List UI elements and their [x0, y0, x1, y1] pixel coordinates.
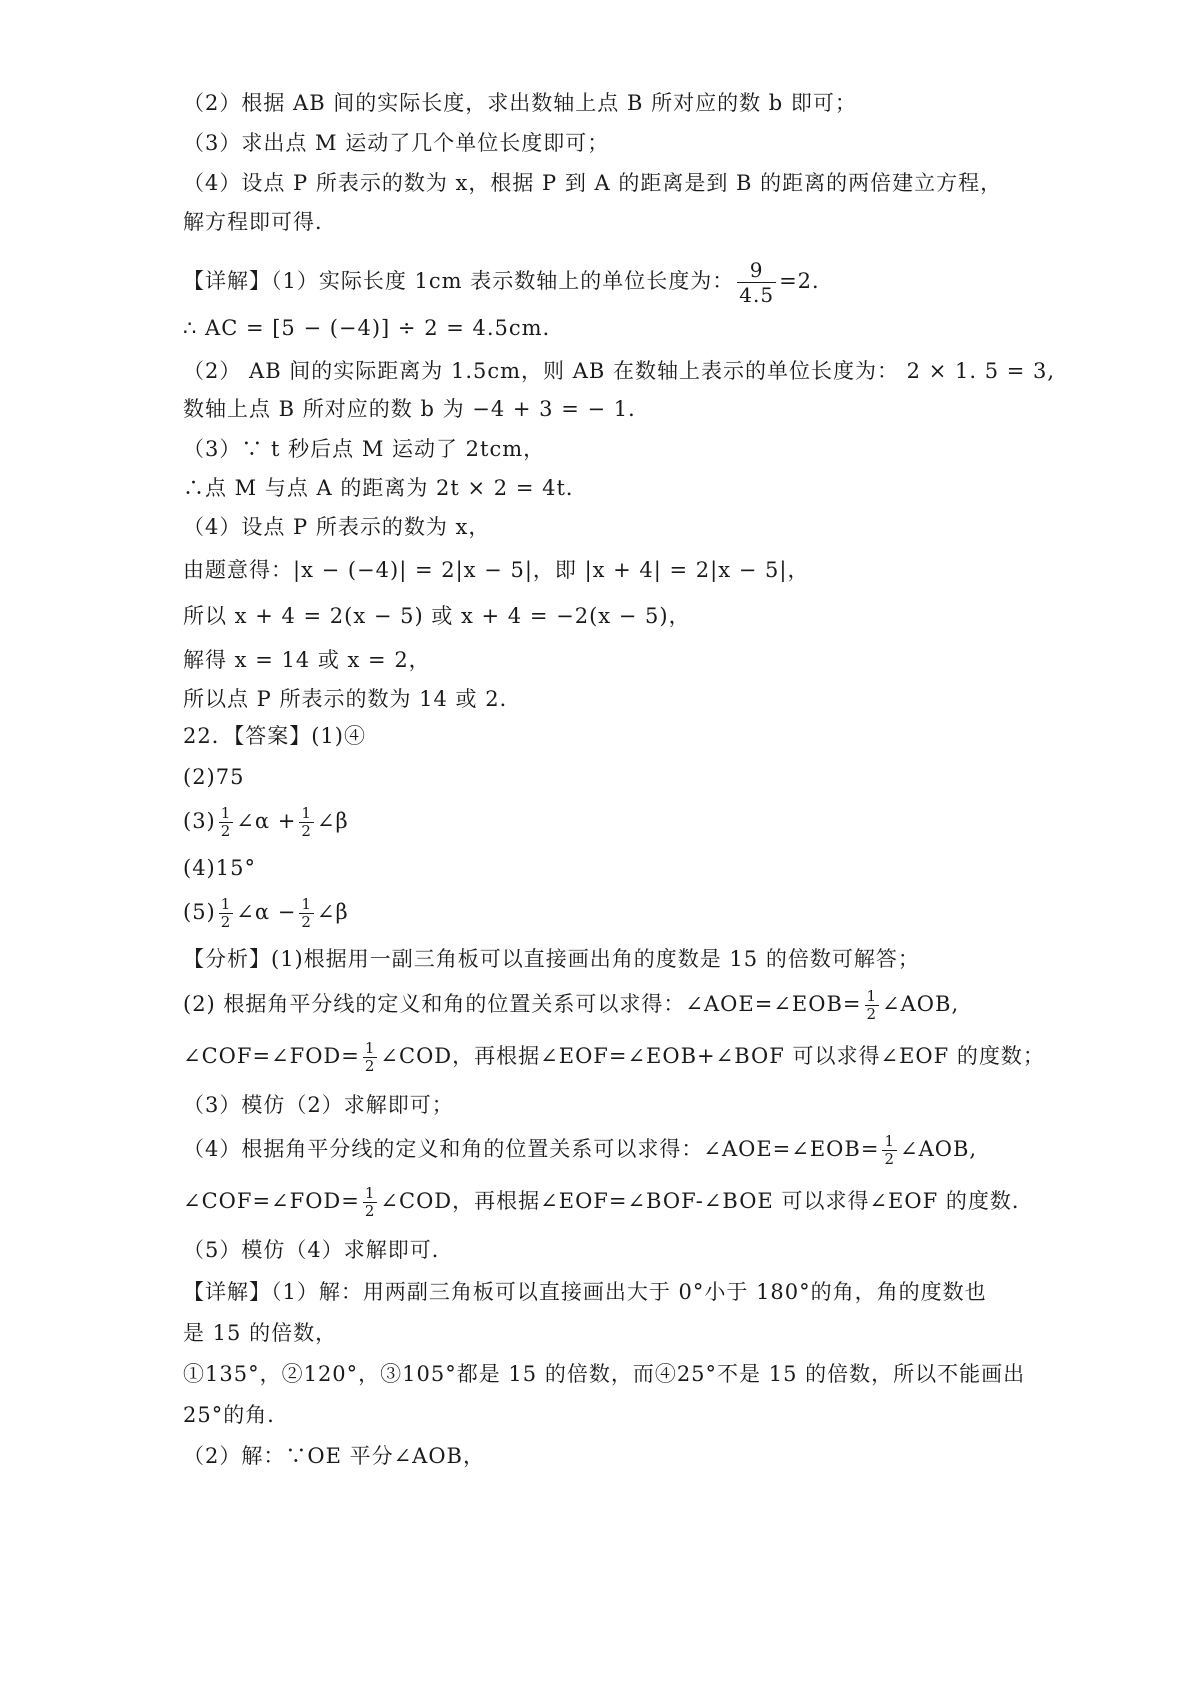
- text-span: 【详解】（1）实际长度 1cm 表示数轴上的单位长度为：: [183, 269, 735, 293]
- fraction-numerator: 1: [884, 1132, 895, 1150]
- text-line: ∴点 M 与点 A 的距离为 2t × 2 = 4t．: [183, 476, 588, 500]
- text-line: [183, 896, 1030, 931]
- text-line: （2） AB 间的实际距离为 1.5cm，则 AB 在数轴上表示的单位长度为： 2 × 1. 5 = 3,: [183, 359, 1056, 383]
- fraction: [219, 805, 234, 840]
- text-span: (3): [183, 809, 216, 833]
- fraction-numerator: 1: [364, 1039, 376, 1057]
- text-line: [183, 805, 1030, 840]
- text-line: [183, 1039, 1045, 1075]
- text-line: (4)15°: [183, 856, 256, 880]
- text-span: (2) 根据角平分线的定义和角的位置关系可以求得：∠AOE=∠EOB=: [183, 992, 862, 1016]
- text-span: ∠α +: [236, 809, 297, 833]
- fraction-denominator: 4.5: [739, 283, 775, 307]
- fraction-denominator: 2: [866, 1005, 878, 1023]
- text-span: ∠COD，再根据∠EOF=∠EOB+∠BOF 可以求得∠EOF 的度数；: [380, 1044, 1045, 1068]
- text-line: （4）设点 P 所表示的数为 x，根据 P 到 A 的距离是到 B 的距离的两倍建立方程，: [183, 171, 1003, 195]
- fraction-numerator: 1: [301, 895, 312, 913]
- text-span: ∠AOB,: [899, 1137, 978, 1161]
- fraction-denominator: 2: [884, 1150, 895, 1168]
- fraction: [865, 988, 880, 1023]
- text-line: 数轴上点 B 所对应的数 b 为 −4 + 3 = − 1．: [183, 397, 651, 421]
- text-span: ∠COD，再根据∠EOF=∠BOF-∠BOE 可以求得∠EOF 的度数．: [380, 1189, 1034, 1213]
- text-line: （3）求出点 M 运动了几个单位长度即可；: [183, 131, 610, 155]
- text-line: ①135°，②120°，③105°都是 15 的倍数，而④25°不是 15 的倍数，所以不能画出: [183, 1362, 1026, 1386]
- fraction-denominator: 2: [220, 913, 232, 931]
- text-line: 解得 x = 14 或 x = 2，: [183, 648, 431, 672]
- fraction-numerator: 1: [301, 804, 312, 822]
- text-span: ∠β: [316, 809, 349, 833]
- text-line: 所以 x + 4 = 2(x − 5) 或 x + 4 = −2(x − 5)，: [183, 604, 691, 628]
- text-line: 【分析】(1)根据用一副三角板可以直接画出角的度数是 15 的倍数可解答；: [183, 947, 920, 971]
- fraction: [299, 805, 314, 840]
- text-line: 解方程即可得．: [183, 210, 337, 234]
- text-line: 由题意得：|x − (−4)| = 2|x − 5|，即 |x + 4| = 2|x − 5|，: [183, 558, 810, 582]
- fraction-denominator: 2: [301, 822, 312, 840]
- text-line: （2）解：∵OE 平分∠AOB，: [183, 1444, 485, 1468]
- fraction: [363, 1185, 378, 1220]
- fraction: [219, 896, 234, 931]
- text-span: (5): [183, 900, 216, 924]
- text-line: （2）根据 AB 间的实际长度，求出数轴上点 B 所对应的数 b 即可；: [183, 91, 857, 115]
- fraction-numerator: 9: [737, 258, 776, 283]
- text-line: （3）∵ t 秒后点 M 运动了 2tcm，: [183, 437, 546, 461]
- fraction: [882, 1133, 897, 1168]
- fraction-denominator: 2: [364, 1202, 376, 1220]
- text-line: 所以点 P 所表示的数为 14 或 2．: [183, 687, 522, 711]
- fraction-denominator: 2: [301, 913, 312, 931]
- text-line: [183, 988, 1030, 1023]
- text-span: ∠COF=∠FOD=: [183, 1044, 360, 1068]
- text-span: =2．: [779, 269, 835, 293]
- text-line: [183, 1184, 1034, 1220]
- fraction: [363, 1040, 378, 1075]
- text-line: （3）模仿（2）求解即可；: [183, 1093, 454, 1117]
- text-line: 【详解】（1）解：用两副三角板可以直接画出大于 0°小于 180°的角，角的度数也: [183, 1280, 987, 1304]
- fraction-numerator: 1: [220, 804, 232, 822]
- fraction-denominator: 2: [220, 822, 232, 840]
- text-span: ∠COF=∠FOD=: [183, 1189, 360, 1213]
- text-span: ∠α −: [236, 900, 297, 924]
- text-line: ∴ AC = [5 − (−4)] ÷ 2 = 4.5cm．: [183, 316, 565, 340]
- fraction-numerator: 1: [364, 1184, 376, 1202]
- text-line: [183, 1133, 1030, 1168]
- fraction-denominator: 2: [364, 1057, 376, 1075]
- text-line: （4）设点 P 所表示的数为 x，: [183, 515, 491, 539]
- text-line: 22．【答案】(1)④: [183, 724, 366, 748]
- text-line: (2)75: [183, 765, 245, 789]
- fraction-numerator: 1: [220, 895, 232, 913]
- text-span: （4）根据角平分线的定义和角的位置关系可以求得：∠AOE=∠EOB=: [183, 1137, 880, 1161]
- text-line: 是 15 的倍数，: [183, 1321, 338, 1345]
- text-line: （5）模仿（4）求解即可．: [183, 1238, 454, 1262]
- text-line: 25°的角．: [183, 1403, 290, 1427]
- text-span: ∠AOB,: [882, 992, 960, 1016]
- text-line: [183, 258, 1030, 307]
- fraction: [737, 258, 776, 307]
- text-span: ∠β: [316, 900, 349, 924]
- fraction-numerator: 1: [866, 987, 878, 1005]
- fraction: [299, 896, 314, 931]
